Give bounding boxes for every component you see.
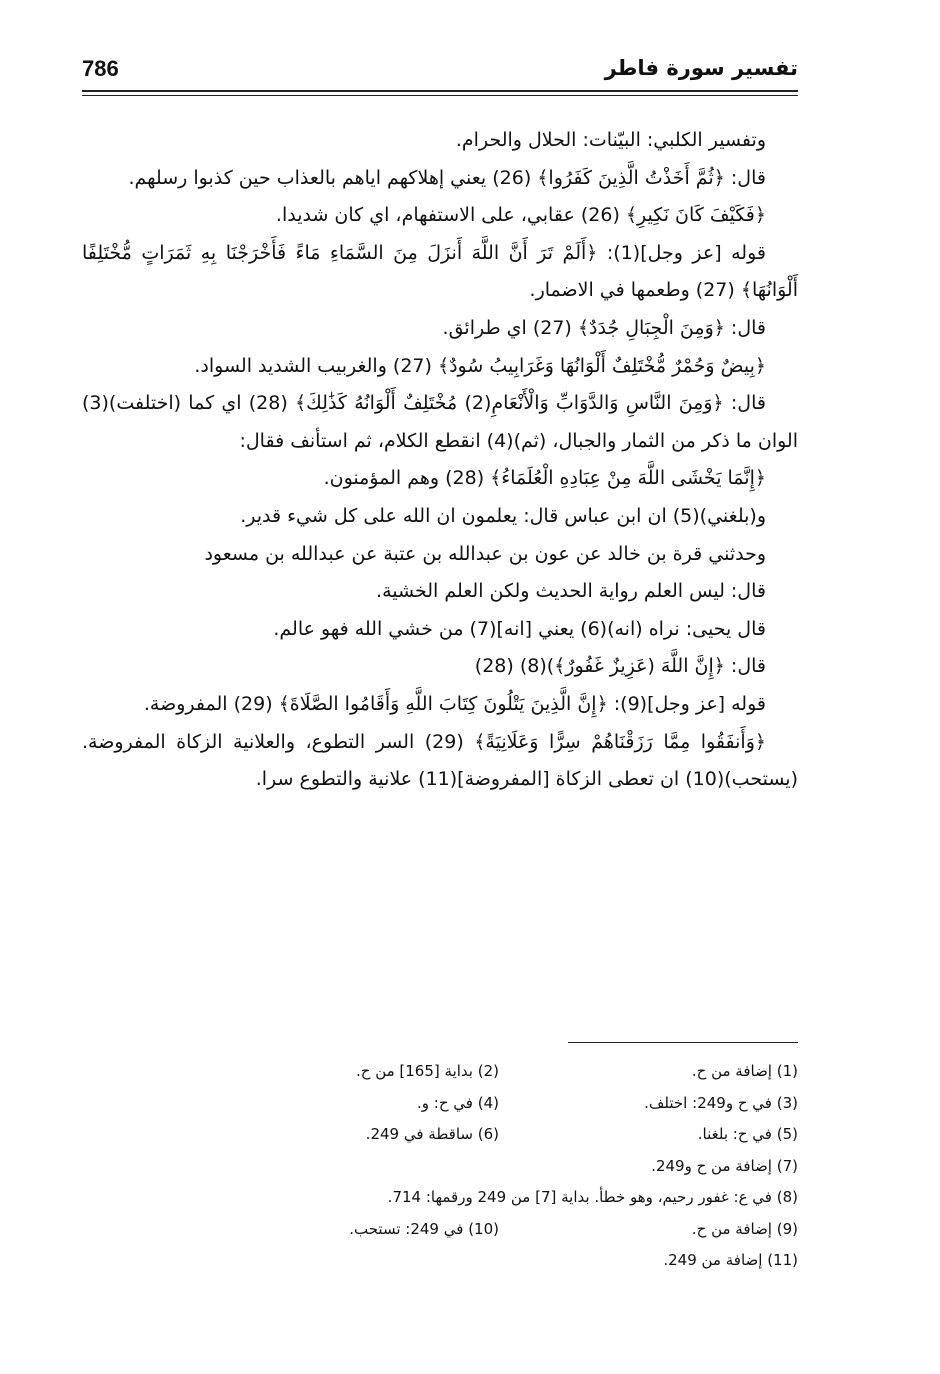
paragraph: قال: ليس العلم رواية الحديث ولكن العلم الخشية. [376, 580, 766, 603]
paragraph: ﴿وَأَنفَقُوا مِمَّا رَزَقْنَاهُمْ سِرًّا وَعَلَانِيَةً﴾ (29) السر التطوع، والعلانية الزكاة المفروضة. (يستحب)(10) ان تعطى الزكاة [المفروضة](11) علانية والتطوع سرا. [82, 730, 798, 791]
paragraph: وتفسير الكلبي: البيّنات: الحلال والحرام. [455, 129, 766, 151]
running-title: تفسير سورة فاطر [604, 56, 798, 80]
paragraph: و(بلغني)(5) ان ابن عباس قال: يعلمون ان الله على كل شيء قدير. [240, 504, 766, 527]
paragraph: قال: ﴿ثُمَّ أَخَذْتُ الَّذِينَ كَفَرُوا﴾ (26) يعني إهلاكهم اياهم بالعذاب حين كذبوا رسلهم. [128, 166, 766, 189]
paragraph: قوله [عز وجل](1): ﴿أَلَمْ تَرَ أَنَّ اللَّهَ أَنزَلَ مِنَ السَّمَاءِ مَاءً فَأَخْرَجْنَا بِهِ ثَمَرَاتٍ مُّخْتَلِفًا أَلْوَانُهَا﴾ (27) وطعمها في الاضمار. [82, 241, 798, 302]
paragraph: ﴿بِيضٌ وَحُمْرٌ مُّخْتَلِفٌ أَلْوَانُهَا وَغَرَابِيبُ سُودٌ﴾ (27) والغربيب الشديد السواد. [194, 354, 766, 377]
paragraph: قوله [عز وجل](9): ﴿إِنَّ الَّذِينَ يَتْلُونَ كِتَابَ اللَّهِ وَأَقَامُوا الصَّلَاةَ﴾ (29) المفروضة. [143, 692, 766, 715]
footnote-separator [568, 1042, 798, 1043]
body-text [82, 122, 798, 799]
footnote: (2) بداية [165] من ح. [355, 1062, 499, 1080]
paragraph: قال: ﴿وَمِنَ الْجِبَالِ جُدَدٌ﴾ (27) اي طرائق. [442, 316, 766, 339]
header-rule-thick [82, 90, 798, 92]
footnote: (8) في ع: غفور رحيم، وهو خطأ. بداية [7] من 249 ورقمها: 714. [387, 1188, 798, 1206]
page-number: 786 [82, 56, 119, 81]
footnote: (4) في ح: و. [417, 1093, 499, 1112]
footnote-row [200, 1182, 798, 1214]
paragraph: وحدثني قرة بن خالد عن عون بن عبدالله بن عتبة عن عبدالله بن مسعود [204, 542, 766, 565]
footnote-row [200, 1088, 798, 1120]
header-rule-thin [82, 95, 798, 96]
paragraph: ﴿فَكَيْفَ كَانَ نَكِيرِ﴾ (26) عقابي، على الاستفهام، اي كان شديدا. [275, 204, 766, 227]
footnote: (6) ساقطة في 249. [365, 1125, 499, 1143]
footnote: (1) إضافة من ح. [691, 1062, 798, 1080]
footnote-row [200, 1056, 798, 1088]
footnote: (11) إضافة من 249. [663, 1251, 798, 1269]
footnote-row [200, 1119, 798, 1151]
footnote: (5) في ح: بلغنا. [697, 1125, 798, 1143]
footnote: (9) إضافة من ح. [691, 1219, 798, 1238]
paragraph: قال يحيى: نراه (انه)(6) يعني [انه](7) من خشي الله فهو عالم. [273, 617, 766, 640]
page-header [82, 56, 798, 88]
footnote: (10) في 249: تستحب. [349, 1219, 499, 1238]
footnotes [200, 1056, 798, 1277]
footnote-row [200, 1245, 798, 1277]
paragraph: قال: ﴿وَمِنَ النَّاسِ وَالدَّوَابِّ وَالْأَنْعَامِ(2) مُخْتَلِفٌ أَلْوَانُهُ كَذَٰلِكَ﴾ (28) اي كما (اختلفت)(3) الوان ما ذكر من الثمار والجبال، (ثم)(4) انقطع الكلام، ثم استأنف فقال: [82, 392, 798, 452]
footnote-row [200, 1214, 798, 1246]
footnote-row [200, 1151, 798, 1183]
paragraph: قال: ﴿إِنَّ اللَّهَ (عَزِيزٌ غَفُورٌ﴾)(8) (28) [474, 655, 766, 678]
footnote: (3) في ح و249: اختلف. [644, 1093, 798, 1112]
paragraph: ﴿إِنَّمَا يَخْشَى اللَّهَ مِنْ عِبَادِهِ الْعُلَمَاءُ﴾ (28) وهم المؤمنون. [323, 467, 766, 490]
footnote: (7) إضافة من ح و249. [651, 1156, 798, 1175]
